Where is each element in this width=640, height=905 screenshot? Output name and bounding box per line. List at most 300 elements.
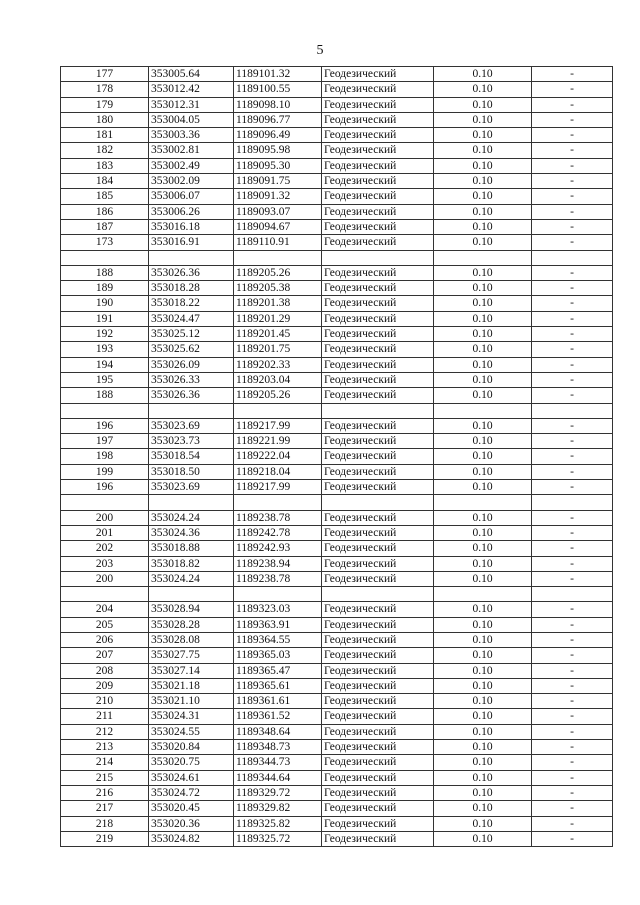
precision-cell: 0.10 (434, 464, 532, 479)
point-number-cell: 195 (61, 372, 149, 387)
method-cell: Геодезический (322, 724, 434, 739)
point-number-cell: 180 (61, 112, 149, 127)
precision-cell: 0.10 (434, 480, 532, 495)
y-coordinate-cell: 1189205.26 (234, 388, 322, 403)
point-number-cell: 206 (61, 632, 149, 647)
method-cell: Геодезический (322, 663, 434, 678)
method-cell: Геодезический (322, 219, 434, 234)
precision-cell: 0.10 (434, 831, 532, 846)
point-number-cell: 205 (61, 617, 149, 632)
table-row (61, 434, 613, 449)
empty-cell (234, 250, 322, 265)
precision-cell: 0.10 (434, 510, 532, 525)
table-row (61, 617, 613, 632)
y-coordinate-cell: 1189093.07 (234, 204, 322, 219)
x-coordinate-cell: 353025.12 (149, 327, 234, 342)
x-coordinate-cell: 353024.72 (149, 785, 234, 800)
table-row (61, 480, 613, 495)
precision-cell: 0.10 (434, 816, 532, 831)
description-cell: - (532, 204, 613, 219)
table-row (61, 678, 613, 693)
method-cell: Геодезический (322, 388, 434, 403)
coordinates-table-body (61, 67, 613, 847)
method-cell: Геодезический (322, 128, 434, 143)
x-coordinate-cell: 353023.73 (149, 434, 234, 449)
point-number-cell: 218 (61, 816, 149, 831)
y-coordinate-cell: 1189095.98 (234, 143, 322, 158)
y-coordinate-cell: 1189325.82 (234, 816, 322, 831)
method-cell: Геодезический (322, 510, 434, 525)
point-number-cell: 217 (61, 801, 149, 816)
point-number-cell: 202 (61, 541, 149, 556)
point-number-cell: 188 (61, 265, 149, 280)
precision-cell: 0.10 (434, 327, 532, 342)
method-cell: Геодезический (322, 785, 434, 800)
point-number-cell: 177 (61, 67, 149, 82)
precision-cell: 0.10 (434, 785, 532, 800)
y-coordinate-cell: 1189364.55 (234, 632, 322, 647)
x-coordinate-cell: 353024.55 (149, 724, 234, 739)
precision-cell: 0.10 (434, 143, 532, 158)
empty-cell (532, 403, 613, 418)
y-coordinate-cell: 1189096.49 (234, 128, 322, 143)
empty-cell (532, 587, 613, 602)
x-coordinate-cell: 353020.75 (149, 755, 234, 770)
description-cell: - (532, 372, 613, 387)
description-cell: - (532, 602, 613, 617)
description-cell: - (532, 755, 613, 770)
x-coordinate-cell: 353012.31 (149, 97, 234, 112)
y-coordinate-cell: 1189365.03 (234, 648, 322, 663)
table-row (61, 556, 613, 571)
x-coordinate-cell: 353018.22 (149, 296, 234, 311)
empty-cell (434, 587, 532, 602)
x-coordinate-cell: 353002.49 (149, 158, 234, 173)
table-row (61, 265, 613, 280)
x-coordinate-cell: 353026.09 (149, 357, 234, 372)
y-coordinate-cell: 1189091.75 (234, 174, 322, 189)
x-coordinate-cell: 353004.05 (149, 112, 234, 127)
coordinates-table (60, 66, 613, 847)
empty-cell (61, 587, 149, 602)
table-row (61, 816, 613, 831)
y-coordinate-cell: 1189202.33 (234, 357, 322, 372)
description-cell: - (532, 112, 613, 127)
table-row (61, 510, 613, 525)
precision-cell: 0.10 (434, 724, 532, 739)
description-cell: - (532, 785, 613, 800)
table-row (61, 97, 613, 112)
description-cell: - (532, 678, 613, 693)
point-number-cell: 181 (61, 128, 149, 143)
empty-cell (322, 403, 434, 418)
method-cell: Геодезический (322, 632, 434, 647)
method-cell: Геодезический (322, 158, 434, 173)
point-number-cell: 215 (61, 770, 149, 785)
description-cell: - (532, 571, 613, 586)
description-cell: - (532, 816, 613, 831)
y-coordinate-cell: 1189096.77 (234, 112, 322, 127)
y-coordinate-cell: 1189221.99 (234, 434, 322, 449)
precision-cell: 0.10 (434, 204, 532, 219)
description-cell: - (532, 296, 613, 311)
empty-cell (322, 587, 434, 602)
precision-cell: 0.10 (434, 525, 532, 540)
description-cell: - (532, 449, 613, 464)
y-coordinate-cell: 1189098.10 (234, 97, 322, 112)
point-number-cell: 201 (61, 525, 149, 540)
description-cell: - (532, 281, 613, 296)
y-coordinate-cell: 1189217.99 (234, 480, 322, 495)
method-cell: Геодезический (322, 525, 434, 540)
description-cell: - (532, 189, 613, 204)
method-cell: Геодезический (322, 82, 434, 97)
table-row (61, 281, 613, 296)
precision-cell: 0.10 (434, 128, 532, 143)
point-number-cell: 196 (61, 418, 149, 433)
method-cell: Геодезический (322, 556, 434, 571)
description-cell: - (532, 311, 613, 326)
point-number-cell: 209 (61, 678, 149, 693)
method-cell: Геодезический (322, 770, 434, 785)
y-coordinate-cell: 1189242.93 (234, 541, 322, 556)
point-number-cell: 211 (61, 709, 149, 724)
description-cell: - (532, 709, 613, 724)
point-number-cell: 210 (61, 694, 149, 709)
x-coordinate-cell: 353018.28 (149, 281, 234, 296)
table-row (61, 143, 613, 158)
x-coordinate-cell: 353021.18 (149, 678, 234, 693)
point-number-cell: 192 (61, 327, 149, 342)
method-cell: Геодезический (322, 97, 434, 112)
point-number-cell: 208 (61, 663, 149, 678)
y-coordinate-cell: 1189201.45 (234, 327, 322, 342)
point-number-cell: 187 (61, 219, 149, 234)
description-cell: - (532, 235, 613, 250)
x-coordinate-cell: 353024.82 (149, 831, 234, 846)
precision-cell: 0.10 (434, 112, 532, 127)
description-cell: - (532, 740, 613, 755)
table-row (61, 663, 613, 678)
method-cell: Геодезический (322, 281, 434, 296)
table-row (61, 174, 613, 189)
point-number-cell: 191 (61, 311, 149, 326)
x-coordinate-cell: 353018.54 (149, 449, 234, 464)
description-cell: - (532, 831, 613, 846)
description-cell: - (532, 158, 613, 173)
method-cell: Геодезический (322, 296, 434, 311)
x-coordinate-cell: 353023.69 (149, 480, 234, 495)
x-coordinate-cell: 353024.47 (149, 311, 234, 326)
precision-cell: 0.10 (434, 418, 532, 433)
precision-cell: 0.10 (434, 694, 532, 709)
precision-cell: 0.10 (434, 663, 532, 678)
precision-cell: 0.10 (434, 755, 532, 770)
y-coordinate-cell: 1189091.32 (234, 189, 322, 204)
x-coordinate-cell: 353016.91 (149, 235, 234, 250)
table-row (61, 67, 613, 82)
method-cell: Геодезический (322, 480, 434, 495)
description-cell: - (532, 342, 613, 357)
x-coordinate-cell: 353020.84 (149, 740, 234, 755)
description-cell: - (532, 434, 613, 449)
precision-cell: 0.10 (434, 189, 532, 204)
point-number-cell: 212 (61, 724, 149, 739)
point-number-cell: 200 (61, 571, 149, 586)
table-row (61, 128, 613, 143)
empty-cell (149, 495, 234, 510)
x-coordinate-cell: 353028.08 (149, 632, 234, 647)
method-cell: Геодезический (322, 602, 434, 617)
y-coordinate-cell: 1189205.26 (234, 265, 322, 280)
precision-cell: 0.10 (434, 281, 532, 296)
table-row (61, 755, 613, 770)
table-row (61, 189, 613, 204)
empty-cell (434, 495, 532, 510)
x-coordinate-cell: 353002.81 (149, 143, 234, 158)
empty-cell (61, 250, 149, 265)
point-number-cell: 194 (61, 357, 149, 372)
y-coordinate-cell: 1189201.38 (234, 296, 322, 311)
method-cell: Геодезический (322, 755, 434, 770)
y-coordinate-cell: 1189218.04 (234, 464, 322, 479)
y-coordinate-cell: 1189205.38 (234, 281, 322, 296)
precision-cell: 0.10 (434, 434, 532, 449)
table-row (61, 632, 613, 647)
table-row (61, 541, 613, 556)
x-coordinate-cell: 353024.36 (149, 525, 234, 540)
table-row (61, 785, 613, 800)
y-coordinate-cell: 1189344.64 (234, 770, 322, 785)
y-coordinate-cell: 1189222.04 (234, 449, 322, 464)
point-number-cell: 196 (61, 480, 149, 495)
table-row (61, 464, 613, 479)
x-coordinate-cell: 353026.33 (149, 372, 234, 387)
y-coordinate-cell: 1189325.72 (234, 831, 322, 846)
empty-cell (61, 403, 149, 418)
x-coordinate-cell: 353026.36 (149, 265, 234, 280)
y-coordinate-cell: 1189242.78 (234, 525, 322, 540)
table-row (61, 342, 613, 357)
x-coordinate-cell: 353003.36 (149, 128, 234, 143)
point-number-cell: 198 (61, 449, 149, 464)
x-coordinate-cell: 353023.69 (149, 418, 234, 433)
precision-cell: 0.10 (434, 602, 532, 617)
point-number-cell: 183 (61, 158, 149, 173)
y-coordinate-cell: 1189238.94 (234, 556, 322, 571)
empty-cell (234, 587, 322, 602)
precision-cell: 0.10 (434, 311, 532, 326)
empty-cell (234, 403, 322, 418)
x-coordinate-cell: 353020.36 (149, 816, 234, 831)
method-cell: Геодезический (322, 740, 434, 755)
table-row (61, 204, 613, 219)
x-coordinate-cell: 353012.42 (149, 82, 234, 97)
empty-cell (149, 403, 234, 418)
table-row (61, 311, 613, 326)
description-cell: - (532, 174, 613, 189)
description-cell: - (532, 801, 613, 816)
method-cell: Геодезический (322, 372, 434, 387)
method-cell: Геодезический (322, 204, 434, 219)
precision-cell: 0.10 (434, 265, 532, 280)
precision-cell: 0.10 (434, 801, 532, 816)
y-coordinate-cell: 1189217.99 (234, 418, 322, 433)
precision-cell: 0.10 (434, 571, 532, 586)
precision-cell: 0.10 (434, 770, 532, 785)
x-coordinate-cell: 353018.82 (149, 556, 234, 571)
table-row (61, 694, 613, 709)
y-coordinate-cell: 1189238.78 (234, 510, 322, 525)
table-row (61, 357, 613, 372)
table-row (61, 372, 613, 387)
precision-cell: 0.10 (434, 541, 532, 556)
point-number-cell: 204 (61, 602, 149, 617)
table-row (61, 449, 613, 464)
description-cell: - (532, 265, 613, 280)
description-cell: - (532, 67, 613, 82)
point-number-cell: 199 (61, 464, 149, 479)
empty-cell (434, 250, 532, 265)
table-row (61, 724, 613, 739)
y-coordinate-cell: 1189361.61 (234, 694, 322, 709)
y-coordinate-cell: 1189094.67 (234, 219, 322, 234)
table-row (61, 740, 613, 755)
y-coordinate-cell: 1189100.55 (234, 82, 322, 97)
y-coordinate-cell: 1189329.82 (234, 801, 322, 816)
point-number-cell: 179 (61, 97, 149, 112)
point-number-cell: 207 (61, 648, 149, 663)
point-number-cell: 219 (61, 831, 149, 846)
table-row (61, 831, 613, 846)
y-coordinate-cell: 1189238.78 (234, 571, 322, 586)
x-coordinate-cell: 353006.07 (149, 189, 234, 204)
precision-cell: 0.10 (434, 174, 532, 189)
description-cell: - (532, 97, 613, 112)
empty-cell (434, 403, 532, 418)
y-coordinate-cell: 1189365.47 (234, 663, 322, 678)
description-cell: - (532, 648, 613, 663)
point-number-cell: 188 (61, 388, 149, 403)
description-cell: - (532, 541, 613, 556)
table-row (61, 602, 613, 617)
page-number: 5 (316, 43, 324, 58)
description-cell: - (532, 128, 613, 143)
precision-cell: 0.10 (434, 97, 532, 112)
description-cell: - (532, 143, 613, 158)
y-coordinate-cell: 1189323.03 (234, 602, 322, 617)
table-row (61, 82, 613, 97)
description-cell: - (532, 525, 613, 540)
separator-row (61, 495, 613, 510)
description-cell: - (532, 418, 613, 433)
y-coordinate-cell: 1189201.29 (234, 311, 322, 326)
description-cell: - (532, 556, 613, 571)
method-cell: Геодезический (322, 464, 434, 479)
point-number-cell: 197 (61, 434, 149, 449)
y-coordinate-cell: 1189110.91 (234, 235, 322, 250)
separator-row (61, 250, 613, 265)
method-cell: Геодезический (322, 327, 434, 342)
empty-cell (234, 495, 322, 510)
description-cell: - (532, 694, 613, 709)
method-cell: Геодезический (322, 357, 434, 372)
description-cell: - (532, 770, 613, 785)
description-cell: - (532, 388, 613, 403)
point-number-cell: 186 (61, 204, 149, 219)
method-cell: Геодезический (322, 709, 434, 724)
precision-cell: 0.10 (434, 617, 532, 632)
x-coordinate-cell: 353026.36 (149, 388, 234, 403)
method-cell: Геодезический (322, 342, 434, 357)
y-coordinate-cell: 1189329.72 (234, 785, 322, 800)
y-coordinate-cell: 1189201.75 (234, 342, 322, 357)
y-coordinate-cell: 1189363.91 (234, 617, 322, 632)
precision-cell: 0.10 (434, 296, 532, 311)
point-number-cell: 185 (61, 189, 149, 204)
description-cell: - (532, 327, 613, 342)
y-coordinate-cell: 1189344.73 (234, 755, 322, 770)
description-cell: - (532, 219, 613, 234)
method-cell: Геодезический (322, 311, 434, 326)
precision-cell: 0.10 (434, 82, 532, 97)
method-cell: Геодезический (322, 174, 434, 189)
precision-cell: 0.10 (434, 372, 532, 387)
empty-cell (532, 495, 613, 510)
point-number-cell: 173 (61, 235, 149, 250)
point-number-cell: 193 (61, 342, 149, 357)
method-cell: Геодезический (322, 816, 434, 831)
description-cell: - (532, 724, 613, 739)
method-cell: Геодезический (322, 235, 434, 250)
description-cell: - (532, 357, 613, 372)
precision-cell: 0.10 (434, 709, 532, 724)
table-row (61, 158, 613, 173)
x-coordinate-cell: 353028.94 (149, 602, 234, 617)
method-cell: Геодезический (322, 265, 434, 280)
empty-cell (149, 587, 234, 602)
method-cell: Геодезический (322, 449, 434, 464)
table-row (61, 801, 613, 816)
method-cell: Геодезический (322, 189, 434, 204)
method-cell: Геодезический (322, 418, 434, 433)
method-cell: Геодезический (322, 571, 434, 586)
precision-cell: 0.10 (434, 632, 532, 647)
x-coordinate-cell: 353018.88 (149, 541, 234, 556)
point-number-cell: 189 (61, 281, 149, 296)
x-coordinate-cell: 353002.09 (149, 174, 234, 189)
table-row (61, 327, 613, 342)
table-row (61, 235, 613, 250)
table-row (61, 709, 613, 724)
table-row (61, 219, 613, 234)
x-coordinate-cell: 353005.64 (149, 67, 234, 82)
point-number-cell: 213 (61, 740, 149, 755)
method-cell: Геодезический (322, 617, 434, 632)
point-number-cell: 190 (61, 296, 149, 311)
y-coordinate-cell: 1189365.61 (234, 678, 322, 693)
method-cell: Геодезический (322, 801, 434, 816)
x-coordinate-cell: 353024.24 (149, 510, 234, 525)
table-row (61, 770, 613, 785)
y-coordinate-cell: 1189203.04 (234, 372, 322, 387)
x-coordinate-cell: 353025.62 (149, 342, 234, 357)
description-cell: - (532, 464, 613, 479)
precision-cell: 0.10 (434, 388, 532, 403)
description-cell: - (532, 663, 613, 678)
precision-cell: 0.10 (434, 449, 532, 464)
description-cell: - (532, 617, 613, 632)
